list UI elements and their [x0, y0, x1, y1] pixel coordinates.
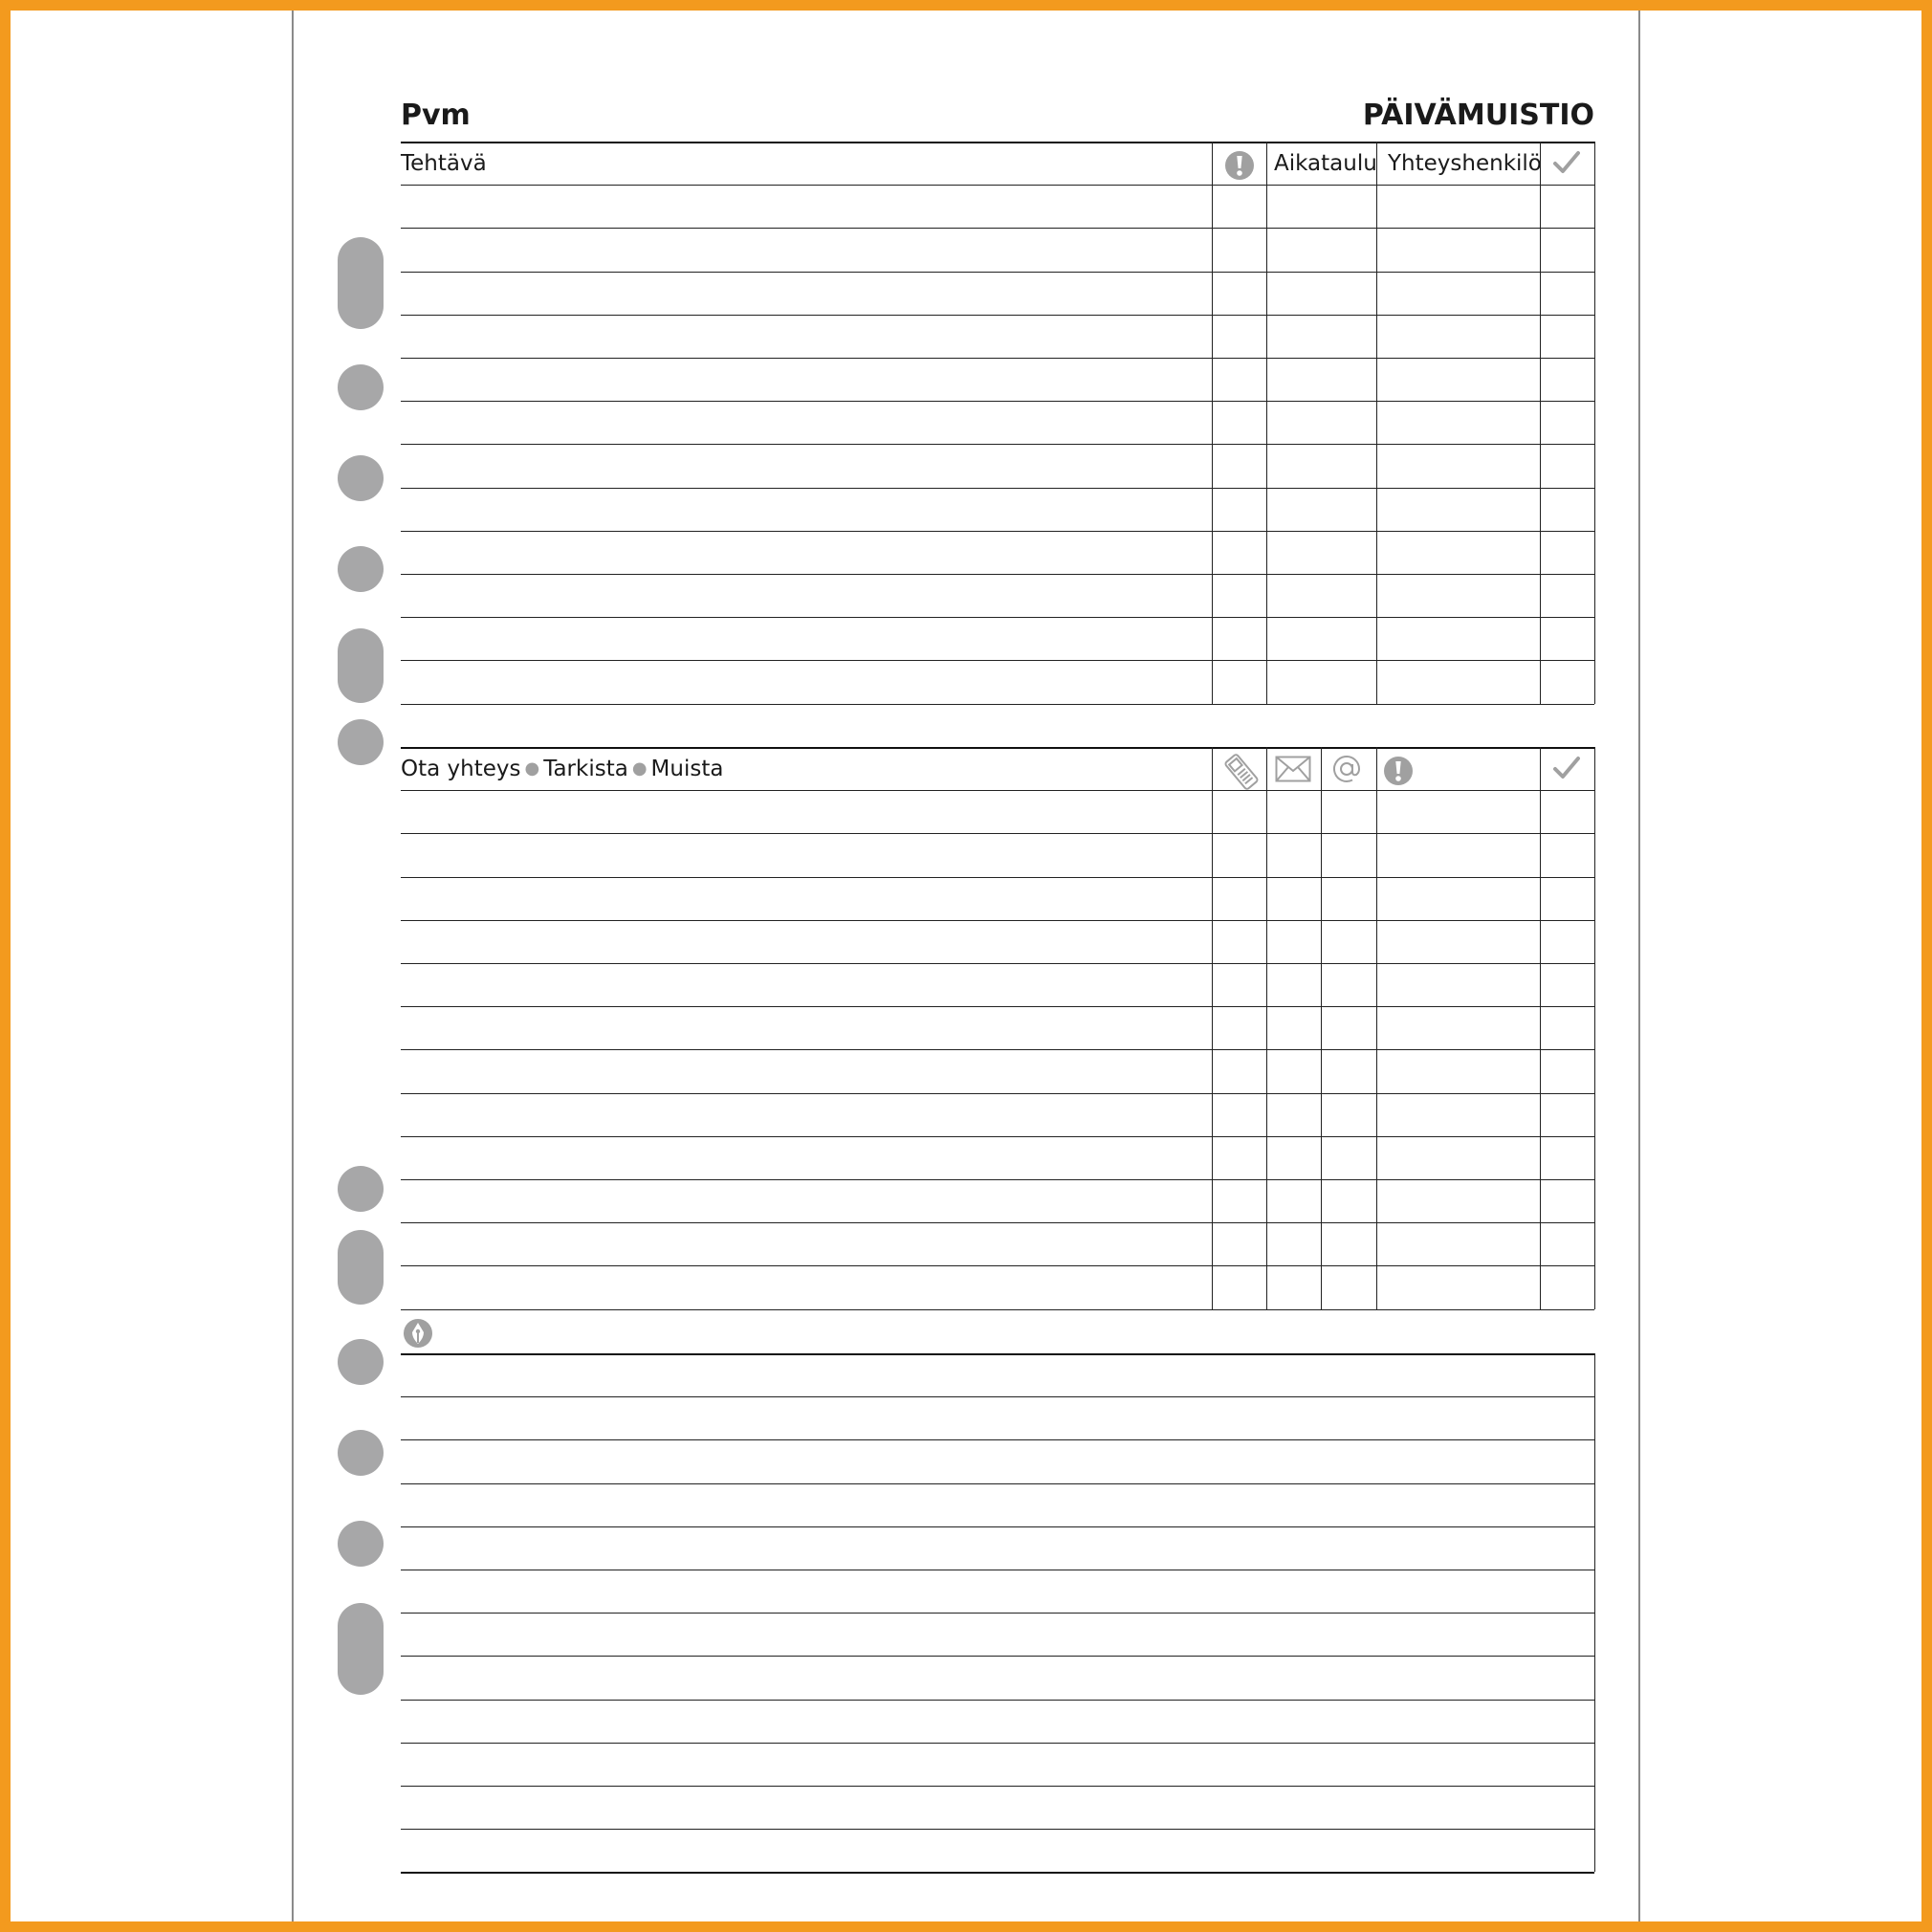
- row-line: [401, 1309, 1594, 1310]
- row-line: [401, 1179, 1594, 1180]
- binder-hole: [338, 1166, 384, 1212]
- row-line: [401, 1049, 1594, 1050]
- column-line: [1266, 747, 1267, 1309]
- note-line: [401, 1743, 1594, 1744]
- note-line: [401, 1786, 1594, 1787]
- table-top-border: [401, 142, 1594, 143]
- note-line: [401, 1396, 1594, 1397]
- row-line: [401, 488, 1594, 489]
- date-label: Pvm: [401, 99, 471, 132]
- row-line: [401, 660, 1594, 661]
- row-line: [401, 228, 1594, 229]
- row-line: [401, 617, 1594, 618]
- contact-column-header: [401, 757, 723, 781]
- remember-label: Muista: [650, 757, 724, 781]
- row-line: [401, 574, 1594, 575]
- binder-hole: [338, 1230, 384, 1305]
- row-line: [401, 833, 1594, 834]
- bullet: ●: [524, 758, 540, 779]
- row-line: [401, 1006, 1594, 1007]
- pen-nib-icon: [403, 1318, 433, 1349]
- planner-sheet: [292, 11, 1640, 1921]
- column-line: [1540, 747, 1541, 1309]
- column-line: [1594, 747, 1595, 1309]
- binder-hole: [338, 1430, 384, 1476]
- table-top-border: [401, 747, 1594, 749]
- envelope-icon: [1275, 756, 1311, 782]
- row-line: [401, 704, 1594, 705]
- row-line: [401, 920, 1594, 921]
- column-line: [1212, 747, 1213, 1309]
- column-line: [1376, 747, 1377, 1309]
- binder-hole: [338, 1339, 384, 1385]
- column-line: [1212, 142, 1213, 704]
- note-line: [401, 1483, 1594, 1484]
- notes-top-border: [401, 1353, 1594, 1355]
- check-label: Tarkista: [543, 757, 628, 781]
- bullet: ●: [631, 758, 648, 779]
- priority-icon: [1383, 756, 1414, 786]
- column-line: [1266, 142, 1267, 704]
- notes-bottom-border: [401, 1872, 1594, 1874]
- task-column-header: Tehtävä: [401, 151, 487, 176]
- row-line: [401, 272, 1594, 273]
- column-line: [1594, 142, 1595, 704]
- note-line: [401, 1700, 1594, 1701]
- column-line: [1321, 747, 1322, 1309]
- notes-right-border: [1594, 1353, 1595, 1872]
- binder-hole: [338, 719, 384, 765]
- check-icon: [1553, 150, 1580, 175]
- row-line: [401, 358, 1594, 359]
- note-line: [401, 1613, 1594, 1614]
- phone-icon: [1221, 752, 1262, 792]
- contact-label: Ota yhteys: [401, 757, 521, 781]
- note-line: [401, 1656, 1594, 1657]
- row-line: [401, 877, 1594, 878]
- row-line: [401, 531, 1594, 532]
- row-line: [401, 315, 1594, 316]
- row-line: [401, 963, 1594, 964]
- page-title: PÄIVÄMUISTIO: [1362, 99, 1594, 132]
- binder-hole: [338, 546, 384, 592]
- check-icon: [1553, 756, 1580, 780]
- row-line: [401, 444, 1594, 445]
- binder-hole: [338, 1521, 384, 1567]
- column-line: [1376, 142, 1377, 704]
- binder-hole: [338, 364, 384, 410]
- binder-hole: [338, 455, 384, 501]
- row-line: [401, 1093, 1594, 1094]
- row-line: [401, 185, 1594, 186]
- binder-hole: [338, 237, 384, 329]
- note-line: [401, 1829, 1594, 1830]
- note-line: [401, 1439, 1594, 1440]
- at-icon: [1332, 755, 1361, 783]
- row-line: [401, 790, 1594, 791]
- binder-hole: [338, 628, 384, 703]
- row-line: [401, 1136, 1594, 1137]
- binder-hole: [338, 1603, 384, 1695]
- contact-column-header: Yhteyshenkilö: [1388, 151, 1542, 176]
- row-line: [401, 1222, 1594, 1223]
- column-line: [1540, 142, 1541, 704]
- row-line: [401, 1265, 1594, 1266]
- row-line: [401, 401, 1594, 402]
- priority-icon: [1224, 150, 1255, 181]
- schedule-column-header: Aikataulu: [1274, 151, 1377, 176]
- note-line: [401, 1526, 1594, 1527]
